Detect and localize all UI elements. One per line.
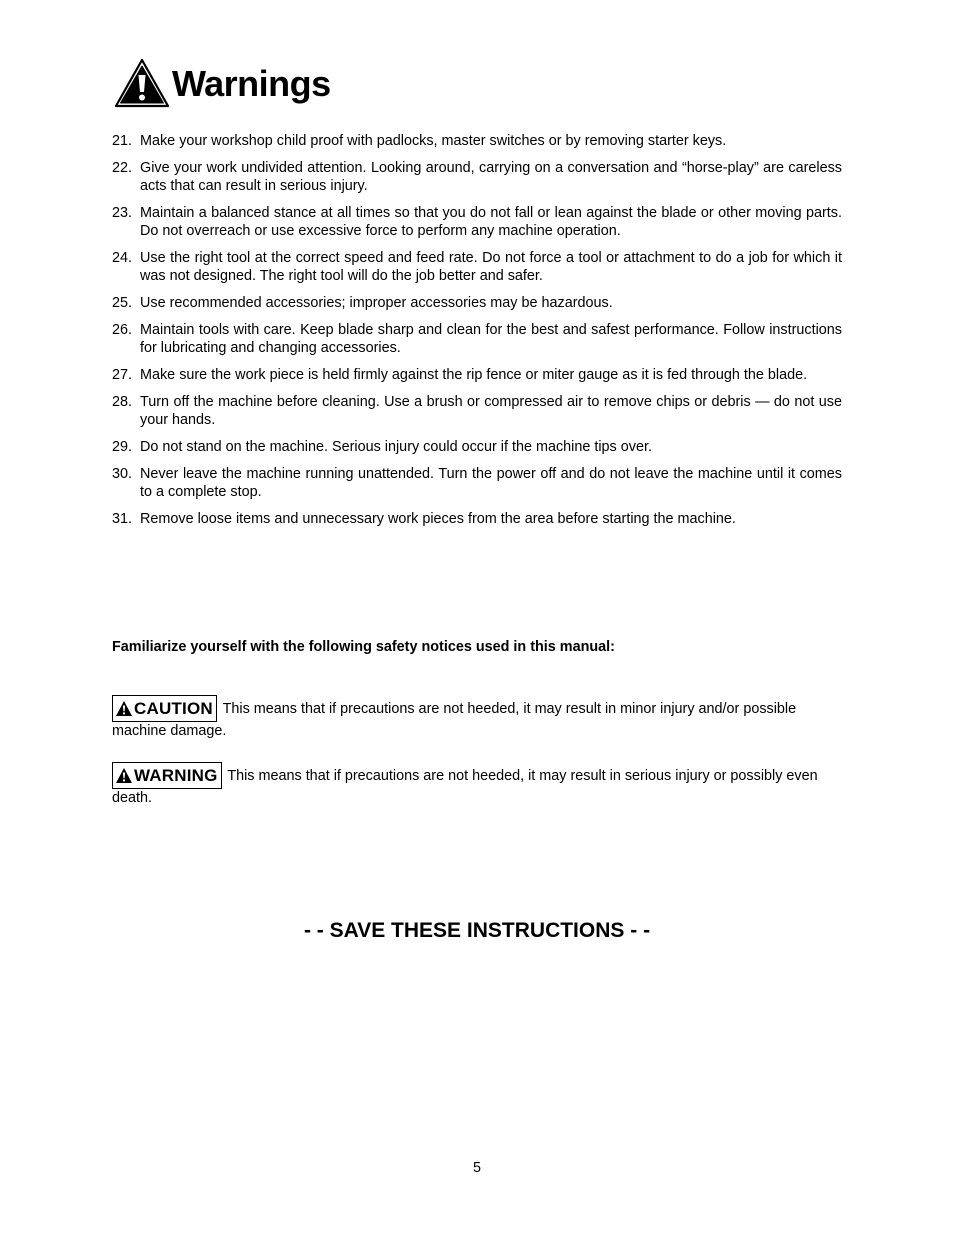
caution-triangle-icon — [115, 700, 133, 717]
list-item — [112, 321, 842, 357]
item-text: Maintain a balanced stance at all times so that you do not fall or lean against the blade or other moving parts. Do not overreach or use excessive force to perform any machine operation. — [140, 205, 842, 239]
item-number: 31. — [112, 511, 133, 527]
list-item — [112, 249, 842, 285]
item-text: Maintain tools with care. Keep blade sharp and clean for the best and safest performance. Follow instructions for lubricating and changing accessories. — [140, 322, 842, 356]
item-number: 22. — [112, 160, 133, 176]
list-item — [112, 294, 842, 312]
page-number: 5 — [472, 1160, 481, 1176]
caution-badge-label: CAUTION — [134, 699, 213, 718]
caution-notice — [112, 695, 842, 740]
list-item — [112, 393, 842, 429]
item-number: 27. — [112, 367, 133, 383]
list-item — [112, 465, 842, 501]
item-text: Make sure the work piece is held firmly against the rip fence or miter gauge as it is fed through the blade. — [140, 367, 808, 383]
item-number: 23. — [112, 205, 133, 221]
item-text: Make your workshop child proof with padlocks, master switches or by removing starter keys. — [140, 133, 727, 149]
item-text: Never leave the machine running unattended. Turn the power off and do not leave the machine until it comes to a complete stop. — [140, 466, 842, 500]
item-text: Remove loose items and unnecessary work pieces from the area before starting the machine. — [140, 511, 736, 527]
caution-badge — [112, 695, 217, 722]
page-header — [114, 56, 331, 110]
warning-notice — [112, 762, 842, 807]
list-item — [112, 366, 842, 384]
item-text: Use recommended accessories; improper accessories may be hazardous. — [140, 295, 613, 311]
item-text: Give your work undivided attention. Looking around, carrying on a conversation and “horse-play” are careless acts that can result in serious injury. — [140, 160, 842, 194]
list-item — [112, 132, 842, 150]
item-number: 25. — [112, 295, 133, 311]
safety-rules-list — [112, 132, 842, 537]
item-number: 24. — [112, 250, 133, 266]
list-item — [112, 204, 842, 240]
caution-notice-text: This means that if precautions are not heeded, it may result in minor injury and/or possible machine damage. — [112, 701, 797, 739]
save-instructions-heading: - - SAVE THESE INSTRUCTIONS - - — [303, 919, 651, 942]
item-number: 28. — [112, 394, 133, 410]
item-number: 30. — [112, 466, 133, 482]
list-item — [112, 438, 842, 456]
item-text: Do not stand on the machine. Serious injury could occur if the machine tips over. — [140, 439, 652, 455]
safety-notices-intro: Familiarize yourself with the following safety notices used in this manual: — [112, 639, 615, 655]
warning-badge — [112, 762, 222, 789]
warning-triangle-icon — [115, 767, 133, 784]
warning-badge-label: WARNING — [134, 766, 218, 785]
item-number: 26. — [112, 322, 133, 338]
item-text: Turn off the machine before cleaning. Use a brush or compressed air to remove chips or debris — do not use your hands. — [140, 394, 842, 428]
list-item — [112, 159, 842, 195]
warning-notice-text: This means that if precautions are not heeded, it may result in serious injury or possibly even death. — [112, 768, 818, 806]
item-number: 21. — [112, 133, 133, 149]
item-text: Use the right tool at the correct speed and feed rate. Do not force a tool or attachment to do a job for which it was not designed. The right tool will do the job better and safer. — [140, 250, 842, 284]
list-item — [112, 510, 842, 528]
page-title: Warnings — [172, 63, 331, 104]
item-number: 29. — [112, 439, 133, 455]
warning-triangle-icon — [114, 57, 170, 109]
